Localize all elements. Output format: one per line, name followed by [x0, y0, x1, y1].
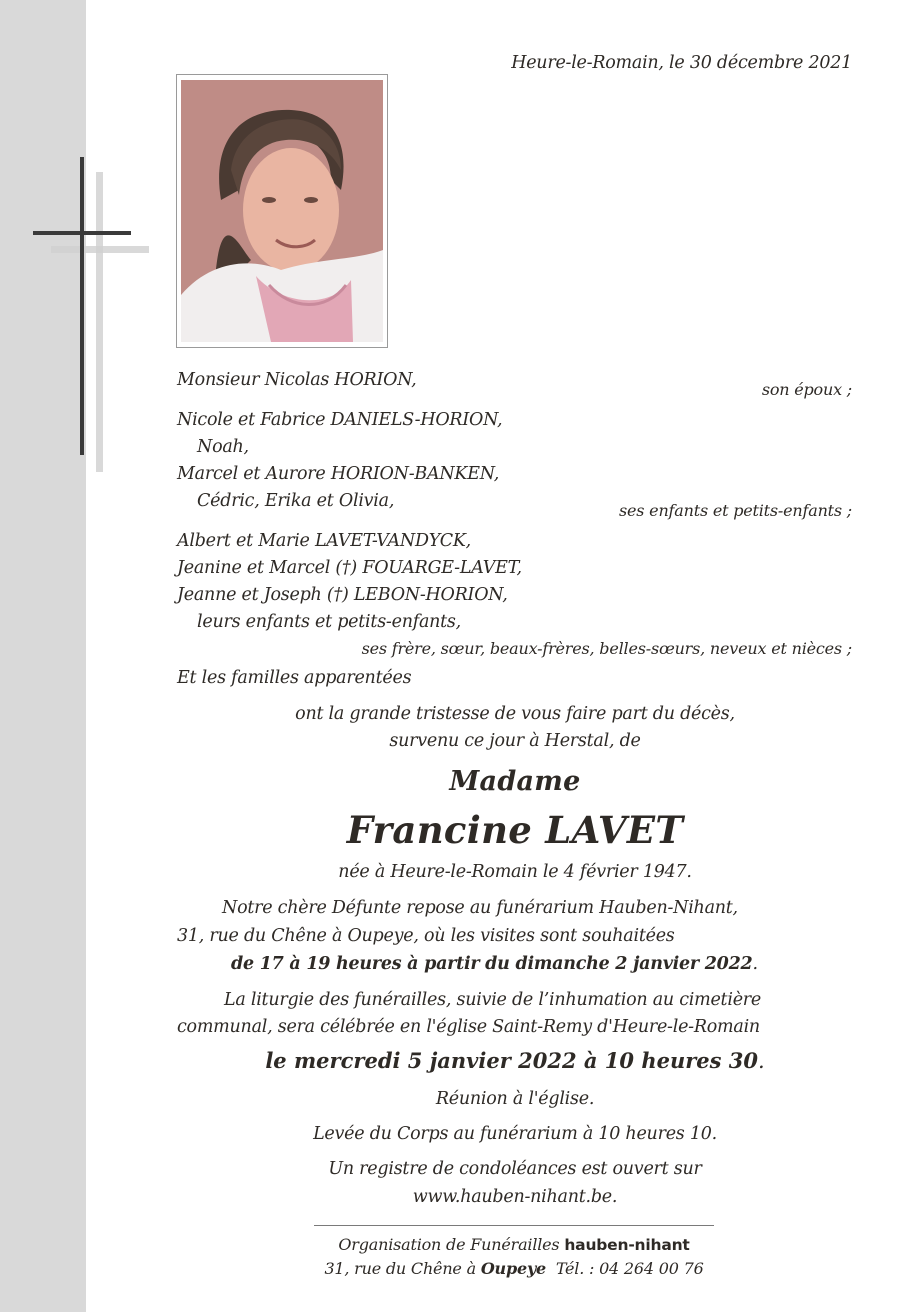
register-line: Un registre de condoléances est ouvert sur — [328, 1159, 702, 1179]
relatives-line: Et les familles apparentées — [177, 668, 412, 688]
siblings-line: Albert et Marie LAVET-VANDYCK, — [177, 531, 471, 551]
footer-org-prefix: Organisation de Funérailles — [338, 1235, 565, 1254]
spouse-role: son époux ; — [761, 380, 852, 399]
portrait-photo — [176, 74, 388, 348]
visitation-hours-bold: de 17 à 19 heures à partir du dimanche 2 janvier 2022 — [231, 954, 753, 974]
portrait-illustration — [181, 80, 383, 342]
funeral-date — [170, 1048, 860, 1073]
visitation-line: Notre chère Défunte repose au funérarium Hauben-Nihant, — [222, 898, 738, 918]
siblings-role: ses frère, sœur, beaux-frères, belles-sœurs, neveux et nièces ; — [361, 639, 852, 658]
funeral-date-bold: le mercredi 5 janvier 2022 à 10 heures 30 — [265, 1048, 758, 1073]
spouse-name: Monsieur Nicolas HORION, — [177, 370, 417, 390]
visitation-line: 31, rue du Chêne à Oupeye, où les visites sont souhaitées — [177, 926, 675, 946]
siblings-line: leurs enfants et petits-enfants, — [197, 612, 461, 632]
footer-city: Oupeye — [480, 1259, 547, 1278]
announcement-line: survenu ce jour à Herstal, de — [389, 731, 641, 751]
footer-phone: Tél. : 04 264 00 76 — [555, 1259, 704, 1278]
meeting-line: Réunion à l'église. — [435, 1089, 595, 1109]
funeral-date-end: . — [758, 1049, 765, 1073]
funeral-line: communal, sera célébrée en l'église Saint-Remy d'Heure-le-Romain — [177, 1017, 760, 1037]
visitation-hours — [231, 954, 758, 974]
siblings-line: Jeanine et Marcel (†) FOUARGE-LAVET, — [177, 558, 522, 578]
children-role: ses enfants et petits-enfants ; — [619, 501, 852, 520]
visitation-hours-end: . — [752, 954, 758, 974]
levee-line: Levée du Corps au funérarium à 10 heures 10. — [313, 1124, 717, 1144]
children-line: Nicole et Fabrice DANIELS-HORION, — [177, 410, 503, 430]
children-line: Cédric, Erika et Olivia, — [197, 491, 395, 511]
brand-logo: hauben-nihant — [564, 1236, 690, 1254]
children-line: Marcel et Aurore HORION-BANKEN, — [177, 464, 500, 484]
footer-address-prefix: 31, rue du Chêne à — [324, 1259, 481, 1278]
cross-icon — [0, 0, 160, 480]
place-date: Heure-le-Romain, le 30 décembre 2021 — [511, 53, 852, 73]
deceased-title: Madame — [449, 766, 581, 797]
register-website: www.hauben-nihant.be. — [412, 1187, 618, 1207]
footer-organisation — [214, 1235, 814, 1254]
funeral-line: La liturgie des funérailles, suivie de l’inhumation au cimetière — [224, 990, 762, 1010]
birth-line: née à Heure-le-Romain le 4 février 1947. — [338, 862, 692, 882]
footer-divider — [314, 1225, 714, 1226]
deceased-name: Francine LAVET — [346, 808, 684, 852]
siblings-line: Jeanne et Joseph (†) LEBON-HORION, — [177, 585, 508, 605]
children-line: Noah, — [197, 437, 249, 457]
footer-address — [214, 1259, 814, 1278]
announcement-line: ont la grande tristesse de vous faire part du décès, — [295, 704, 735, 724]
